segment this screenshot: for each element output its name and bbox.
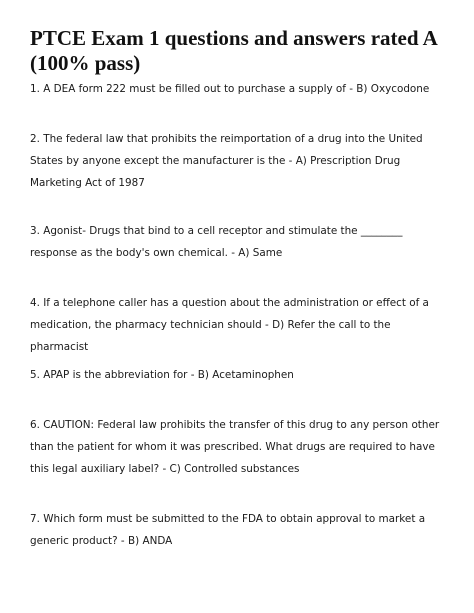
question-item-5: 5. APAP is the abbreviation for - B) Acetaminophen [30,369,294,381]
question-item-2: 2. The federal law that prohibits the reimportation of a drug into the United States by anyone except the manufacturer is the - A) Prescription Drug Marketing Act of 1987 [30,133,423,189]
question-item-6: 6. CAUTION: Federal law prohibits the transfer of this drug to any person other than the patient for whom it was prescribed. What drugs are required to have this legal auxiliary label? - C) Controlled substances [30,419,440,475]
question-item-4: 4. If a telephone caller has a question about the administration or effect of a medication, the pharmacy technician should - D) Refer the call to the pharmacist [30,297,429,353]
document-title: PTCE Exam 1 questions and answers rated A (100% pass) [30,26,437,75]
question-item-1: 1. A DEA form 222 must be filled out to purchase a supply of - B) Oxycodone [30,83,430,95]
question-item-7: 7. Which form must be submitted to the FDA to obtain approval to market a generic product? - B) ANDA [30,513,426,547]
question-item-3: 3. Agonist- Drugs that bind to a cell receptor and stimulate the ________ response as the body's own chemical. - A) Same [30,225,403,259]
